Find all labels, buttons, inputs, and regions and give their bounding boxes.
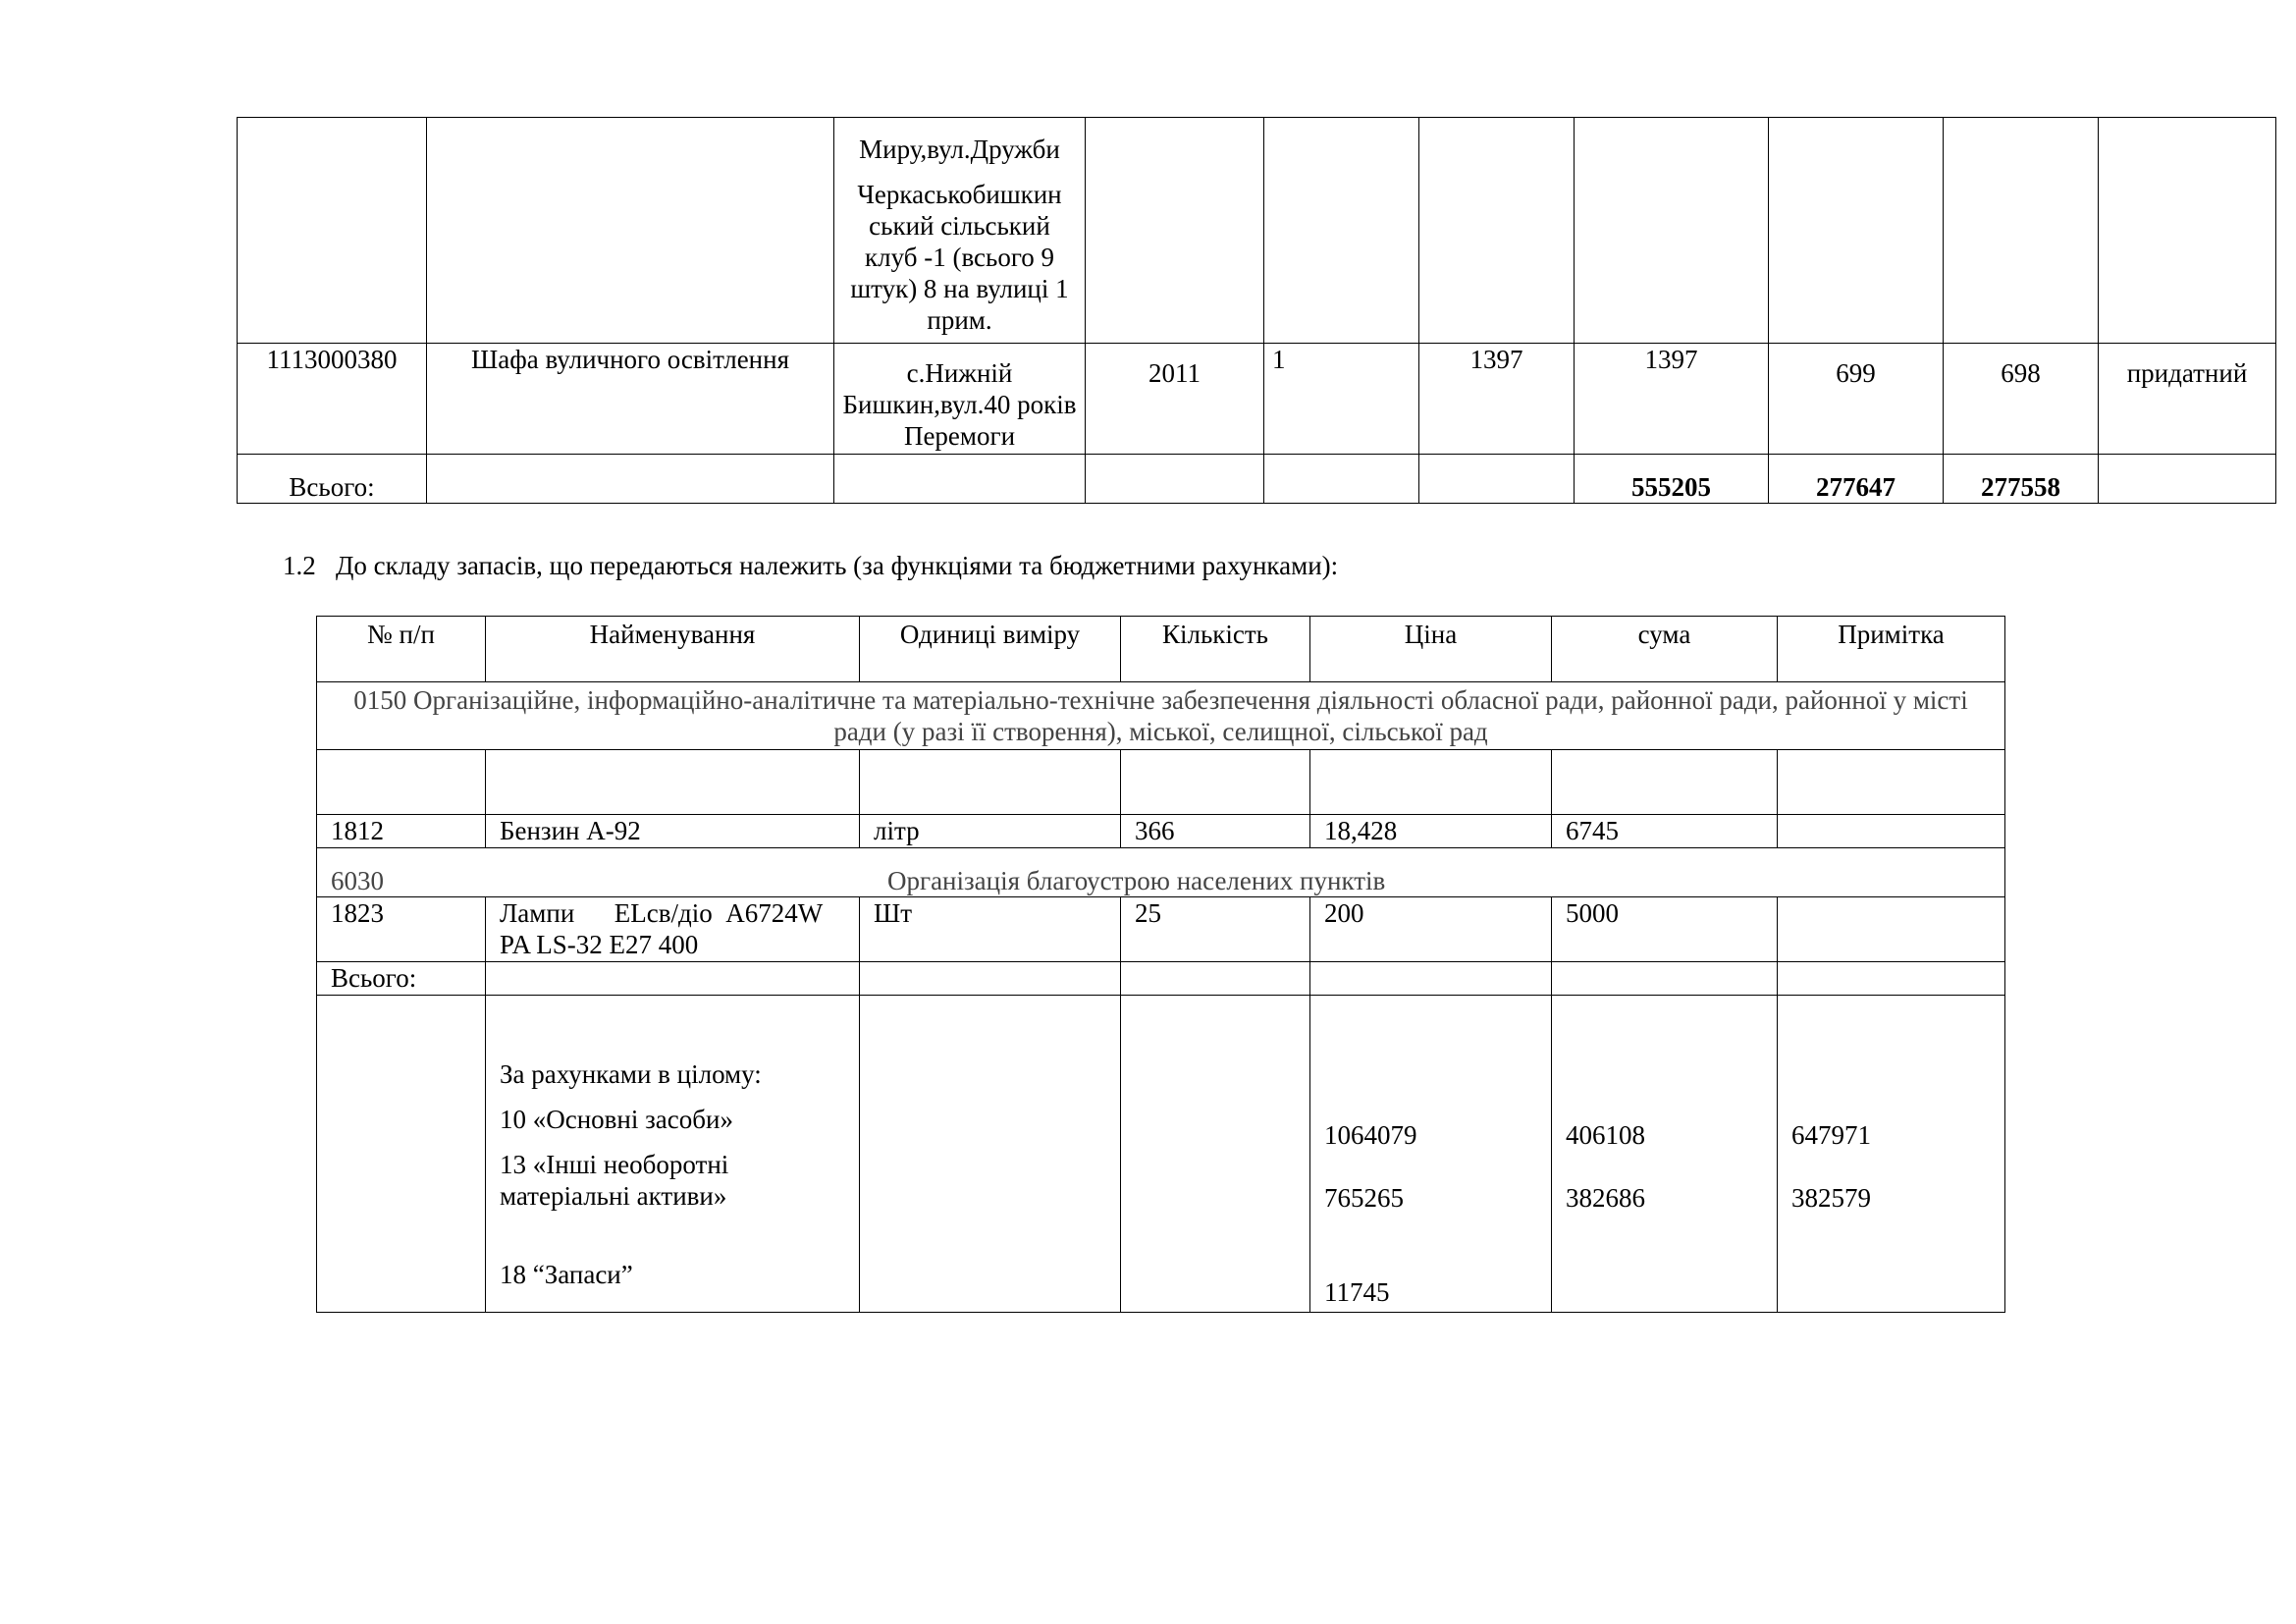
- account-18-value: 11745: [1324, 1277, 1390, 1307]
- inventory-code: 1113000380: [238, 344, 427, 455]
- item-residual: 698: [2001, 358, 2041, 388]
- total-label: Всього:: [317, 962, 486, 996]
- item-depreciation: 699: [1836, 358, 1876, 388]
- row-name: Лампи ELсв/діо A6724W: [500, 898, 824, 928]
- row-sum: 6745: [1552, 815, 1778, 848]
- row-unit: літр: [860, 815, 1121, 848]
- row-sum: 5000: [1552, 897, 1778, 962]
- header-qty: Кількість: [1121, 617, 1310, 682]
- section-number: 1.2: [283, 551, 316, 580]
- row-price: 200: [1310, 897, 1552, 962]
- total-residual: 277558: [1944, 455, 2099, 504]
- table-row: [238, 344, 2276, 455]
- table-row: [317, 750, 2005, 815]
- account-10-value: 406108: [1566, 1120, 1645, 1150]
- item-sum: 1397: [1575, 344, 1769, 455]
- item-year: 2011: [1148, 358, 1201, 388]
- group-row: [317, 848, 2005, 897]
- account-13-value: 382686: [1566, 1183, 1645, 1213]
- address-line: Миру,вул.Дружби: [859, 135, 1060, 164]
- table-row: [317, 815, 2005, 848]
- row-name: PA LS-32 E27 400: [500, 930, 699, 959]
- address-line: Черкаськобишкин ський сільський клуб -1 (всього 9 штук) 8 на вулиці 1 прим.: [850, 180, 1069, 335]
- account-13-value: 382579: [1791, 1183, 1871, 1213]
- section-title: До складу запасів, що передаються належить (за функціями та бюджетними рахунками):: [336, 551, 1339, 580]
- inventories-table: [316, 616, 2005, 1313]
- row-qty: 25: [1121, 897, 1310, 962]
- group-row: [317, 682, 2005, 750]
- item-qty: 1: [1264, 344, 1419, 455]
- section-heading: [283, 551, 1338, 581]
- row-price: 18,428: [1310, 815, 1552, 848]
- item-price: 1397: [1419, 344, 1575, 455]
- total-label: Всього:: [238, 455, 427, 504]
- account-10: 10 «Основні засоби»: [500, 1105, 733, 1134]
- account-13: матеріальні активи»: [500, 1181, 727, 1211]
- group-title: Організація благоустрою населених пунктів: [887, 866, 1386, 895]
- group-title: 0150 Організаційне, інформаційно-аналітичне та матеріально-технічне забезпечення діяльності обласної ради, районної ради, районної у місті ради (у разі її створення), міської, селищної, сільської рад: [317, 682, 2005, 750]
- total-depreciation: 277647: [1769, 455, 1944, 504]
- account-13-value: 765265: [1324, 1183, 1404, 1213]
- row-code: 1823: [317, 897, 486, 962]
- account-13: 13 «Інші необоротні: [500, 1150, 729, 1179]
- table-row: [317, 897, 2005, 962]
- account-18: 18 “Запаси”: [500, 1260, 633, 1289]
- row-code: 1812: [317, 815, 486, 848]
- summary-row: [317, 996, 2005, 1313]
- table-header-row: [317, 617, 2005, 682]
- account-10-value: 647971: [1791, 1120, 1871, 1150]
- fixed-assets-table: [237, 117, 2276, 504]
- table-row: [238, 118, 2276, 344]
- header-name: Найменування: [486, 617, 860, 682]
- group-code: 6030: [331, 866, 384, 895]
- item-address: с.Нижній Бишкин,вул.40 років Перемоги: [842, 358, 1077, 451]
- item-status: придатний: [2126, 358, 2248, 388]
- account-10-value: 1064079: [1324, 1120, 1417, 1150]
- header-unit: Одиниці виміру: [860, 617, 1121, 682]
- total-row: [317, 962, 2005, 996]
- header-num: № п/п: [317, 617, 486, 682]
- header-sum: сума: [1552, 617, 1778, 682]
- row-unit: Шт: [860, 897, 1121, 962]
- total-sum: 555205: [1575, 455, 1769, 504]
- header-note: Примітка: [1778, 617, 2005, 682]
- total-row: [238, 455, 2276, 504]
- header-price: Ціна: [1310, 617, 1552, 682]
- row-qty: 366: [1121, 815, 1310, 848]
- row-name: Бензин А-92: [486, 815, 860, 848]
- summary-title: За рахунками в цілому:: [500, 1059, 762, 1089]
- item-name: Шафа вуличного освітлення: [427, 344, 834, 455]
